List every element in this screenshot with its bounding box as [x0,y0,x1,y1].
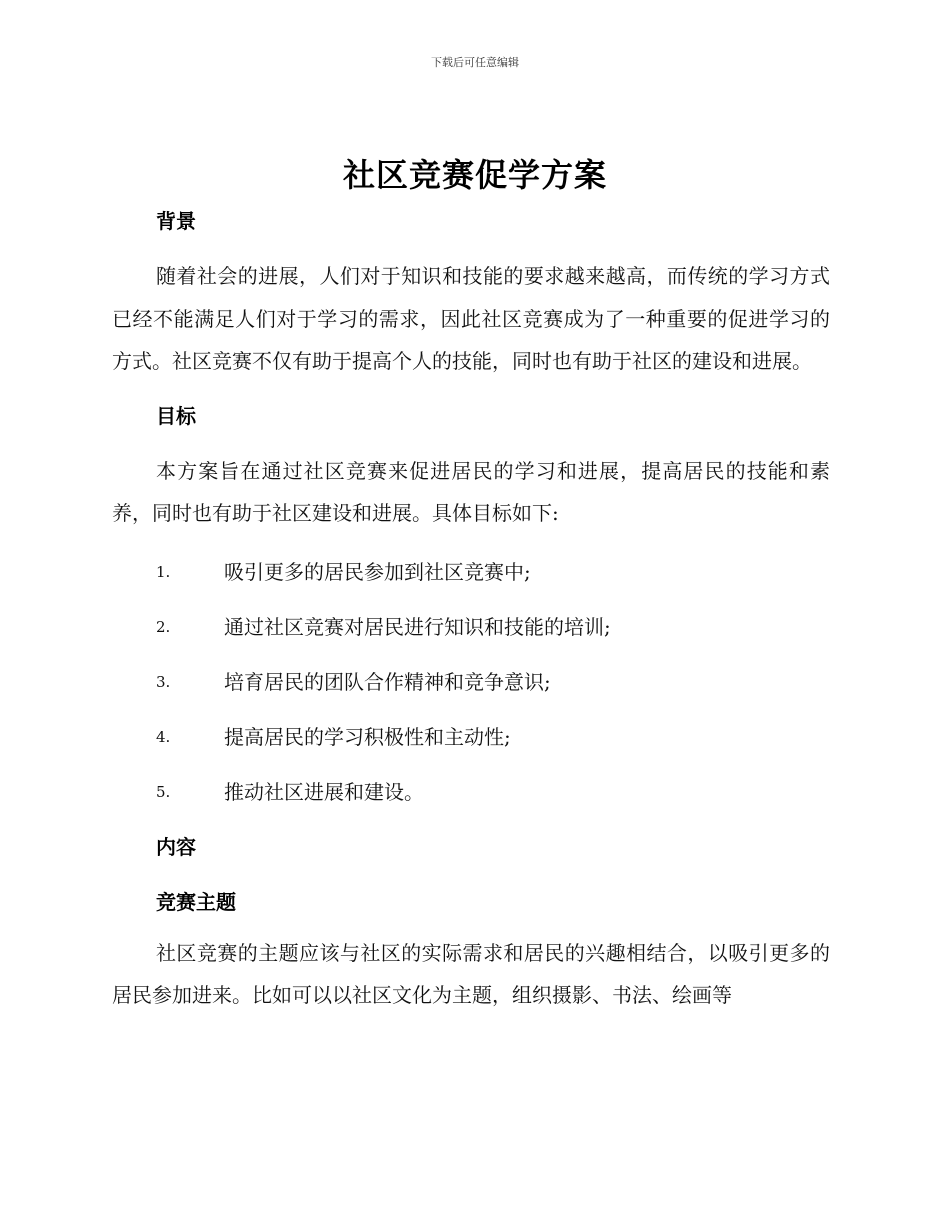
list-item [112,600,830,655]
section-heading-goals: 目标 [156,403,196,428]
list-item [112,710,830,765]
list-item-text: 培育居民的团队合作精神和竞争意识; [224,669,551,694]
list-item-number: 4. [156,727,171,746]
list-item-text: 吸引更多的居民参加到社区竞赛中; [224,559,531,584]
section-heading-content: 内容 [156,834,196,859]
document-title: 社区竞赛促学方案 [342,156,607,194]
list-item [112,765,830,820]
list-item-text: 推动社区进展和建设。 [224,779,424,804]
section-heading-background: 背景 [156,209,196,233]
list-item-text: 通过社区竞赛对居民进行知识和技能的培训; [224,614,611,639]
document-body [112,201,830,1017]
list-item [112,545,830,600]
goals-list [112,545,830,820]
list-item-number: 2. [156,617,171,636]
header-note: 下载后可任意编辑 [431,56,519,69]
list-item-text: 提高居民的学习积极性和主动性; [224,724,511,749]
theme-paragraph: 社区竞赛的主题应该与社区的实际需求和居民的兴趣相结合，以吸引更多的居民参加进来。比如可以以社区文化为主题，组织摄影、书法、绘画等 [112,940,830,1007]
list-item [112,655,830,710]
list-item-number: 1. [156,562,171,581]
section-heading-theme: 竞赛主题 [156,889,236,914]
list-item-number: 3. [156,672,171,691]
goals-paragraph: 本方案旨在通过社区竞赛来促进居民的学习和进展，提高居民的技能和素养，同时也有助于社区建设和进展。具体目标如下: [112,458,830,525]
background-paragraph: 随着社会的进展，人们对于知识和技能的要求越来越高，而传统的学习方式已经不能满足人们对于学习的需求，因此社区竞赛成为了一种重要的促进学习的方式。社区竞赛不仅有助于提高个人的技能，同时也有助于社区的建设和进展。 [112,264,830,373]
list-item-number: 5. [156,782,171,801]
